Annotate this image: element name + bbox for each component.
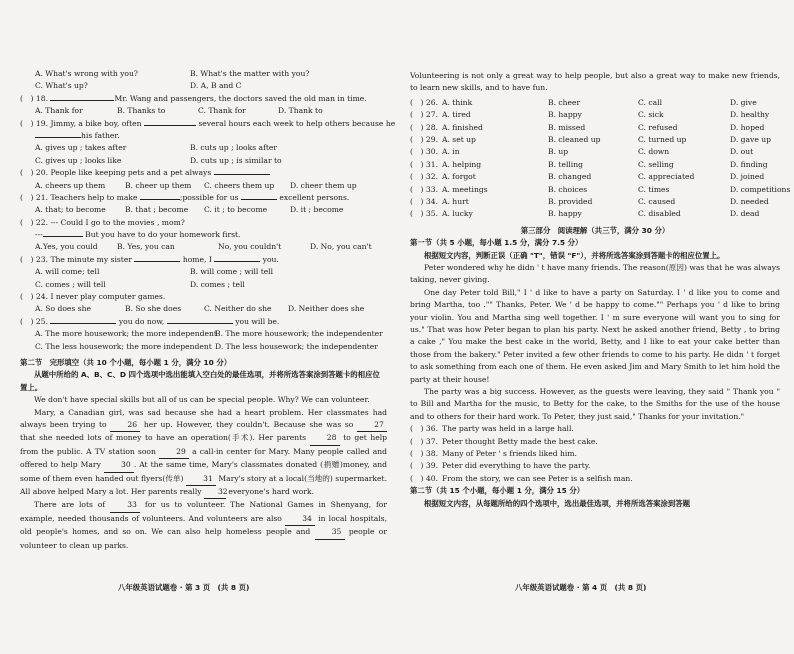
cloze-option-b: B. happy — [548, 110, 582, 120]
left-column — [20, 68, 396, 552]
cloze-text: her up. However, they couldn't. Because she was so — [143, 420, 354, 430]
cloze-option-c: C. sick — [638, 110, 664, 120]
section2-instruction: 从题中所给的 A、B、C、D 四个选项中选出能填入空白处的最佳选项，并将所选答案涂到答题卡的相应位置上。 — [20, 370, 380, 392]
tf-question-text: Many of Peter ' s friends liked him. — [442, 449, 577, 458]
cloze-blank-29: 29 — [159, 446, 189, 459]
cloze-question-row — [410, 146, 780, 158]
q20-number: ( ) 20. — [20, 168, 49, 178]
part3-title: 第三部分 阅读理解（共三节，满分 30 分） — [520, 225, 670, 235]
cloze-option-c: C. times — [638, 184, 670, 194]
cloze-option-d: D. out — [730, 147, 754, 157]
cloze-question-number: ( ) 30. — [410, 147, 439, 157]
q18-option-a: A. Thank for — [35, 106, 83, 116]
tf-question-text: The party was held in a large hall. — [442, 424, 574, 434]
q23-text1: The minute my sister — [50, 254, 132, 264]
cloze-option-a: A. forgot — [442, 172, 476, 182]
q25-options-row1 — [20, 328, 387, 340]
cloze-option-d: D. finding — [730, 159, 768, 169]
q24-option-a: A. So does she — [35, 304, 92, 314]
cloze-question-row — [410, 159, 780, 171]
cloze-option-c: C. refused — [638, 122, 678, 132]
q22-options — [20, 241, 387, 253]
q19-text2: several hours each week to help others because he — [198, 118, 396, 128]
q20-option-a: A. cheers up them — [35, 180, 106, 190]
q17-options-row2 — [20, 80, 387, 92]
cloze-option-a: A. finished — [442, 122, 483, 132]
cloze-text: people or volunteer to clean up parks. — [20, 527, 387, 550]
q17-options-row1 — [20, 68, 387, 80]
reading-paragraph-2: One day Peter told Bill," I ' d like to have a party on Saturday. I ' d like you to come and bring Martha, too ."" Thanks, Peter. We ' d be happy to come."" Perhaps you ' d like to bring your violin. You and Martha sing well together. I ' m sure everyone will want you to sing for us." That was how Peter began to plan his party. Next he asked another friend, Betty , to bring a cake ," You make the best cake in the world, Betty, and I like to eat your cake better than those from the bakery." Peter invited a few other friends to come to his party. He didn ' t forget to ask something from each one of them. He even asked Jim and Mary Smith to let him hold the party at their house! — [410, 287, 780, 384]
q25-stem — [20, 316, 387, 328]
q19-option-d: D. cuts up ; is similar to — [190, 155, 282, 165]
cloze-option-d: D. needed — [730, 196, 769, 206]
cloze-text: that she needed lots of money to have an operation(手术). Her parents — [20, 433, 307, 443]
page-footer-left: 八年级英语试题卷 · 第 3 页 (共 8 页) — [118, 583, 250, 592]
true-false-item — [410, 448, 780, 460]
q24-options — [20, 303, 387, 315]
cloze-option-d: D. hoped — [730, 122, 765, 132]
q24-option-d: D. Neither does she — [288, 304, 365, 314]
q23-blank2 — [214, 261, 260, 262]
reading-paragraph-1: Peter wondered why he didn ' t have many friends. The reason(原因) was that he was always taking, never giving. — [410, 262, 780, 285]
q19-blank2 — [35, 137, 81, 138]
cloze-option-b: B. choices — [548, 184, 588, 194]
q23-stem — [20, 254, 387, 266]
cloze-option-a: A. hurt — [442, 196, 469, 206]
q23-option-d: D. comes ; tell — [190, 279, 245, 289]
q22-stem-cont — [20, 229, 387, 241]
q23-options-row1 — [20, 266, 387, 278]
cloze-question-row — [410, 134, 780, 146]
q24-option-c: C. Neither do she — [204, 304, 272, 314]
q20-option-d: D. cheer them up — [290, 180, 357, 190]
cloze-paragraph-1: We don't have special skills but all of us can be special people. Why? We can volunteer. — [34, 395, 370, 405]
cloze-option-a: A. in — [442, 147, 460, 157]
cloze-option-a: A. think — [442, 97, 473, 107]
q19-number: ( ) 19. — [20, 118, 49, 128]
cloze-question-number: ( ) 27. — [410, 110, 439, 120]
q21-blank1 — [140, 199, 180, 200]
q19-stem-cont — [20, 130, 387, 142]
q22-text: --- Could I go to the movies , mom? — [50, 217, 185, 227]
cloze-option-b: B. provided — [548, 196, 593, 206]
q24-option-b: B. So she does — [125, 304, 182, 314]
cloze-question-number: ( ) 26. — [410, 97, 439, 107]
q20-options — [20, 180, 387, 192]
q22-option-b: B. Yes, you can — [117, 242, 175, 252]
cloze-text: Mary's story at a local(当地的) supermarket. All above helped Mary a lot. Her parents really — [20, 473, 387, 497]
q25-number: ( ) 25. — [20, 316, 49, 326]
cloze-question-row — [410, 196, 780, 208]
q24-number: ( ) 24. — [20, 292, 49, 302]
right-page — [397, 0, 794, 654]
cloze-blank-34: 34 — [285, 513, 315, 526]
cloze-text: for us to volunteer. The National Games in Shenyang, for example, needed thousands of volunteers. And volunteers are also — [20, 500, 387, 523]
q19-options-row1 — [20, 142, 387, 154]
cloze-question-row — [410, 109, 780, 121]
q25-option-b: B. The more housework; the independenter — [215, 329, 383, 339]
cloze-option-d: D. healthy — [730, 110, 770, 120]
tf-question-text: Peter thought Betty made the best cake. — [442, 436, 598, 446]
q22-number: ( ) 22. — [20, 217, 49, 227]
cloze-question-row — [410, 171, 780, 183]
cloze-blank-27: 27 — [357, 419, 387, 432]
tf-question-number: ( ) 38. — [410, 449, 439, 458]
q20-option-b: B. cheer up them — [125, 180, 192, 190]
cloze-blank-33: 33 — [110, 499, 140, 512]
q19-option-b: B. cuts up ; looks after — [190, 143, 278, 153]
q21-options — [20, 204, 387, 216]
q21-text2: ;possible for us — [179, 192, 239, 202]
q18-number: ( ) 18. — [20, 93, 49, 103]
q19-text3: his father. — [81, 130, 120, 140]
cloze-question-number: ( ) 35. — [410, 209, 439, 219]
q18-options — [20, 105, 387, 117]
q22-stem — [20, 217, 387, 229]
cloze-option-d: D. give — [730, 97, 757, 107]
true-false-item — [410, 436, 780, 448]
cloze-question-row — [410, 122, 780, 134]
cloze-blank-35: 35 — [315, 526, 345, 539]
cloze-option-b: B. cheer — [548, 97, 581, 107]
q18-option-d: D. Thank to — [278, 106, 323, 116]
q18-option-c: C. Thank for — [198, 106, 246, 116]
q18-stem — [20, 93, 387, 105]
q21-number: ( ) 21. — [20, 192, 49, 202]
q24-text: I never play computer games. — [50, 292, 166, 302]
q19-option-c: C. gives up ; looks like — [35, 155, 122, 165]
q19-text1: Jimmy, a bike boy, often — [50, 118, 142, 128]
true-false-item — [410, 423, 780, 435]
cloze-blank-31: 31 — [186, 473, 216, 486]
cloze-question-number: ( ) 33. — [410, 184, 439, 194]
cloze-blank-28: 28 — [310, 432, 340, 445]
cloze-paragraph-2 — [20, 407, 387, 500]
q22-text2: But you have to do your homework first. — [85, 230, 241, 240]
q21-blank2 — [241, 199, 277, 200]
cloze-text: There are lots of — [34, 500, 106, 510]
q17-option-a: A. What's wrong with you? — [35, 69, 138, 78]
q22-option-c: No, you couldn't — [218, 242, 282, 252]
true-false-item — [410, 473, 780, 485]
cloze-text: to get help from the public. A TV station soon — [20, 433, 387, 456]
q22-option-a: A.Yes, you could — [35, 242, 98, 252]
cloze-option-a: A. tired — [442, 110, 471, 120]
cloze-option-b: B. happy — [548, 209, 582, 219]
tf-question-text: Peter did everything to have the party. — [442, 461, 591, 471]
right-column — [410, 70, 791, 510]
cloze-option-b: B. changed — [548, 172, 592, 182]
cloze-blank-26: 26 — [110, 419, 140, 432]
q21-stem — [20, 192, 387, 204]
q23-text2: home, I — [182, 254, 212, 264]
q22-blank — [43, 236, 83, 237]
section2-title: 第二节 完形填空（共 10 个小题，每小题 1 分，满分 10 分） — [20, 357, 232, 367]
cloze-option-a: A. helping — [442, 159, 482, 169]
q22-option-d: D. No, you can't — [310, 242, 372, 252]
q25-option-a: A. The more housework; the more independent — [35, 329, 217, 339]
cloze-option-c: C. call — [638, 97, 663, 107]
cloze-text: . At the same time, Mary's classmates donated (捐赠)money, and some of them even handed out flyers(传单) — [20, 460, 387, 483]
q18-blank — [50, 100, 114, 101]
q25-options-row2 — [20, 341, 387, 353]
q23-blank1 — [134, 261, 180, 262]
cloze-option-c: C. selling — [638, 159, 674, 169]
cloze-question-number: ( ) 31. — [410, 159, 439, 169]
q20-stem — [20, 167, 387, 179]
q21-option-b: B. that ; become — [125, 205, 189, 215]
cloze-option-d: D. competitions — [730, 184, 791, 194]
cloze-option-a: A. meetings — [442, 184, 488, 194]
cloze-option-c: C. appreciated — [638, 172, 695, 182]
cloze-text: in local hospitals, old people's homes, and so on. We can also help homeless people and — [20, 513, 387, 537]
reading-paragraph-3: The party was a big success. However, as the guests were leaving, they said " Thank you " to Bill and Martha for the music, to Betty for the cake, to the Smiths for the use of the house and to others for their hard work. To Peter, they just said," Thanks for your invitation." — [410, 387, 780, 421]
q25-text2: you will be. — [235, 316, 280, 326]
q20-blank — [214, 174, 270, 175]
q17-option-c: C. What's up? — [35, 81, 88, 91]
cloze-question-number: ( ) 34. — [410, 196, 439, 206]
q22-dash: --- — [35, 230, 43, 240]
cloze-question-number: ( ) 32. — [410, 172, 439, 182]
cloze-option-c: C. disabled — [638, 209, 681, 219]
cloze-text: a call-in center for Mary. Many people called and offered to help Mary — [20, 446, 387, 470]
q20-text: People like keeping pets and a pet always — [50, 168, 212, 178]
q23-option-c: C. comes ; will tell — [35, 279, 106, 289]
cloze-options-list — [410, 97, 791, 221]
q24-stem — [20, 291, 387, 303]
tf-question-number: ( ) 40. — [410, 473, 439, 483]
part3-sub1-instruction: 根据短文内容，判断正误（正确 "T"，错误 "F"），并将所选答案涂到答题卡的相应位置上。 — [424, 250, 725, 260]
cloze-option-b: B. up — [548, 147, 569, 157]
tf-question-text: From the story, we can see Peter is a selfish man. — [442, 473, 633, 483]
cloze-option-d: D. joined — [730, 172, 765, 182]
q21-option-c: C. it ; to become — [204, 205, 268, 215]
cloze-option-b: B. cleaned up — [548, 134, 601, 144]
q21-option-d: D. it ; become — [290, 205, 344, 215]
cloze-option-b: B. missed — [548, 122, 586, 132]
cloze-question-row — [410, 97, 780, 109]
cloze-closing-paragraph: Volunteering is not only a great way to help people, but also a great way to make new friends, to learn new skills, and to have fun. — [410, 71, 780, 93]
q21-text3: excellent persons. — [279, 192, 350, 202]
q20-option-c: C. cheers them up — [204, 180, 275, 190]
part3-sub2-instruction: 根据短文内容，从每题所给的四个选项中，选出最佳选项，并将所选答案涂到答题 — [424, 498, 691, 508]
cloze-paragraph-3 — [20, 499, 387, 552]
cloze-option-d: D. gave up — [730, 134, 771, 144]
q17-option-b: B. What's the matter with you? — [190, 69, 310, 78]
cloze-option-a: A. lucky — [442, 209, 473, 219]
cloze-text: everyone's hard work. — [228, 487, 314, 497]
q25-blank1 — [50, 323, 116, 324]
q17-option-d: D. A, B and C — [190, 81, 242, 91]
q23-text3: you. — [262, 254, 279, 264]
q21-option-a: A. that; to become — [35, 205, 106, 215]
q19-blank1 — [144, 125, 196, 126]
cloze-text: Mary, a Canadian girl, was sad because she had a heart problem. Her classmates had always been trying to — [20, 407, 387, 430]
q23-number: ( ) 23. — [20, 254, 49, 264]
cloze-question-number: ( ) 28. — [410, 122, 439, 132]
cloze-question-row — [410, 184, 791, 196]
tf-question-number: ( ) 39. — [410, 461, 439, 471]
cloze-option-c: C. caused — [638, 196, 676, 206]
q19-stem — [20, 118, 396, 130]
q25-option-d: D. The less housework; the independenter — [215, 341, 378, 351]
q23-option-b: B. will come ; will tell — [190, 267, 274, 277]
cloze-option-a: A. set up — [442, 134, 476, 144]
cloze-blank-30: 30 — [104, 459, 134, 472]
tf-question-number: ( ) 36. — [410, 424, 439, 434]
cloze-question-row — [410, 208, 780, 220]
tf-question-number: ( ) 37. — [410, 436, 439, 446]
cloze-blank-32: 32 — [204, 486, 226, 499]
q18-option-b: B. Thanks to — [117, 106, 166, 116]
cloze-option-c: C. turned up — [638, 134, 687, 144]
q21-text1: Teachers help to make — [50, 192, 138, 202]
true-false-list — [410, 423, 780, 485]
q25-blank2 — [167, 323, 233, 324]
q19-option-a: A. gives up ; takes after — [35, 143, 127, 153]
page-footer-right: 八年级英语试题卷 · 第 4 页 (共 8 页) — [515, 583, 647, 592]
q18-text: Mr. Wang and passengers, the doctors saved the old man in time. — [114, 93, 367, 103]
q23-options-row2 — [20, 279, 387, 291]
q23-option-a: A. will come; tell — [35, 267, 100, 277]
true-false-item — [410, 460, 780, 472]
part3-sub1-title: 第一节（共 5 小题，每小题 1.5 分，满分 7.5 分） — [410, 238, 583, 248]
q25-text1: you do now, — [118, 316, 165, 326]
q25-option-c: C. The less housework; the more independent — [35, 341, 212, 351]
cloze-question-number: ( ) 29. — [410, 134, 439, 144]
cloze-option-b: B. telling — [548, 159, 583, 169]
cloze-option-c: C. down — [638, 147, 670, 157]
q19-options-row2 — [20, 155, 387, 167]
part3-sub2-title: 第二节（共 15 个小题，每小题 1 分，满分 15 分） — [410, 486, 585, 496]
cloze-option-d: D. dead — [730, 209, 760, 219]
